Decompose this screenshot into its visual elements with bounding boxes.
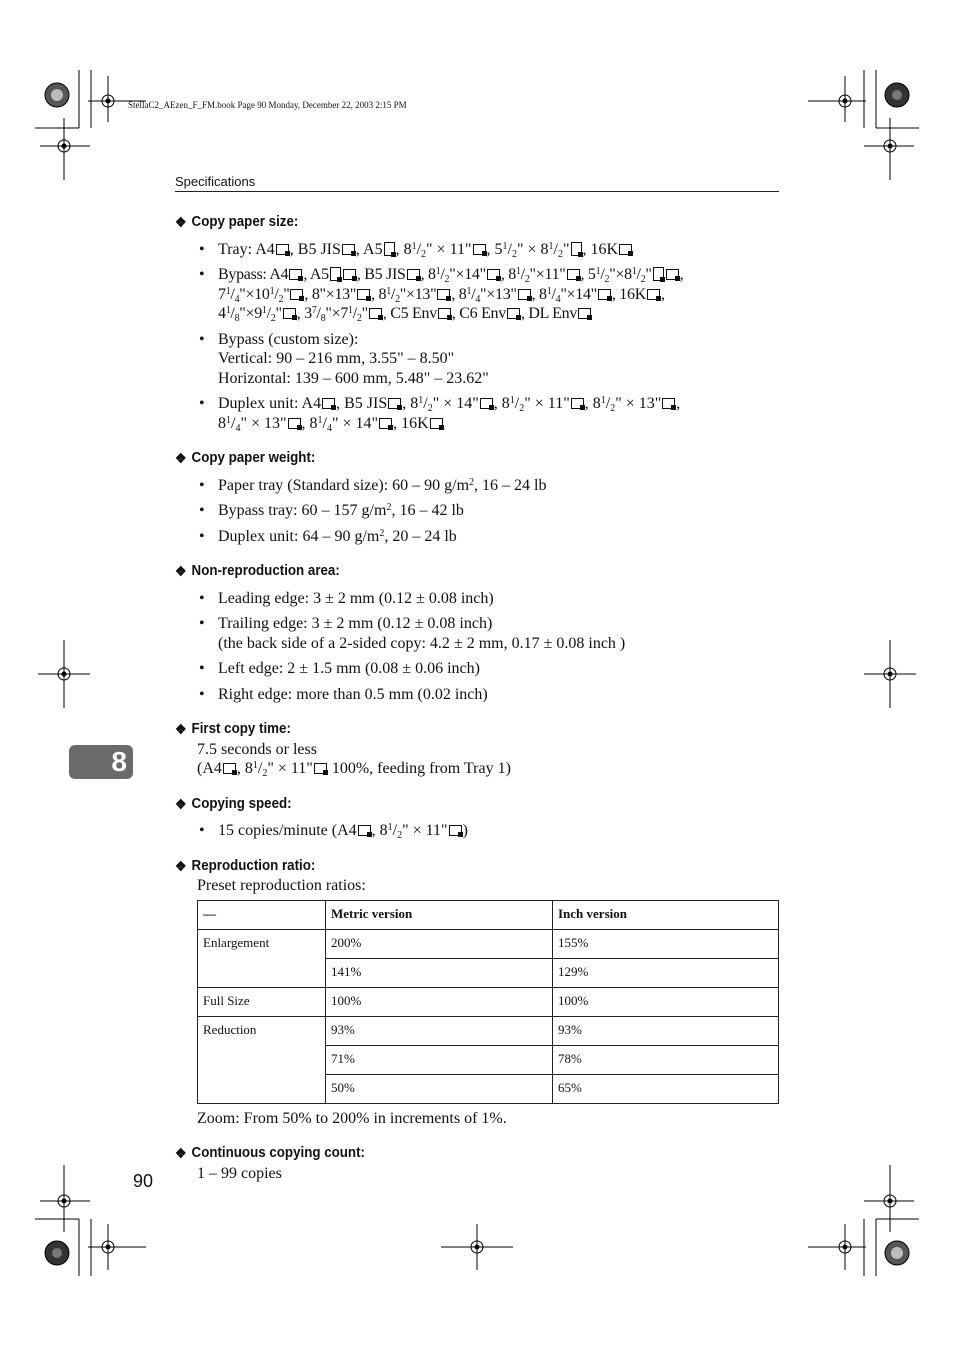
text: 4 [218,305,226,322]
paper-orientation-icon [283,308,296,319]
sub: 2 [604,274,610,285]
paper-orientation-icon [276,244,289,255]
section-copying-speed [175,795,779,841]
text: / [507,240,512,258]
sub: 4 [555,293,561,305]
paper-orientation-icon [507,308,520,319]
text: " [645,266,652,283]
section-heading [175,562,731,582]
sub: 2 [356,313,362,324]
text: Paper tray (Standard size): 60 – 90 g/m [218,476,470,494]
section-continuous-copying-count [175,1144,779,1183]
text: / [266,305,271,322]
text: / [230,285,235,303]
paper-orientation-icon [288,418,301,429]
paper-orientation-icon [567,269,580,280]
page-number: 90 [133,1171,154,1191]
section-heading [175,720,731,740]
paper-orientation-icon [289,269,302,280]
text: / [231,414,236,432]
text: Tray: A4 [218,240,275,258]
diamond-star-icon: ❖ [175,450,187,466]
text: , 8 [493,395,510,412]
diamond-star-icon: ❖ [175,795,187,812]
text: "×14" [449,266,486,283]
list-item [175,614,779,653]
paper-orientation-icon [343,269,356,280]
sup: 1 [317,414,323,426]
text: Bypass tray: 60 – 157 g/m [218,502,387,519]
text: , 8 [371,822,388,839]
paper-orientation-icon [430,418,443,429]
text: " × 14" [432,395,479,412]
sub: 2 [610,403,616,414]
text: , 16 – 24 lb [474,476,547,494]
book-file-meta: StellaC2_AEzen_F_FM.book Page 90 Monday, December 22, 2003 2:15 PM [128,100,407,110]
paper-orientation-icon [473,244,486,255]
sup: 1 [252,760,258,771]
sub: 2 [444,274,450,285]
text: " [361,305,368,322]
sub: 2 [397,830,403,841]
text: , DL Env [520,305,578,322]
table-cell: 93% [553,1016,779,1045]
text: " [283,285,290,303]
table-cell: Enlargement [198,929,326,987]
paper-orientation-icon [388,398,401,409]
sup: 1 [269,285,275,297]
section-copy-paper-size [175,213,779,433]
table-cell: Reduction [198,1016,326,1103]
text: , 3 [296,305,312,322]
sup: 1 [411,240,417,252]
text: , 8 [420,266,436,283]
text: "×11" [529,266,566,283]
table-row [198,1016,779,1045]
paper-orientation-icon [518,289,531,300]
section-non-reproduction-area [175,562,779,704]
text: , B5 JIS [289,240,341,258]
text: / [322,414,327,432]
chapter-tab: 8 [69,745,133,779]
text: , 8 [451,285,467,303]
sub: 2 [262,768,268,779]
column-header: Metric version [326,900,553,929]
heading-text: Reproduction ratio: [191,857,316,874]
paper-orientation-icon [653,267,664,281]
sup: 7 [311,305,317,316]
heading-text: First copy time: [191,721,291,737]
text: / [392,822,398,839]
list-item-bypass-custom [175,330,779,389]
diamond-star-icon: ❖ [175,857,187,874]
sub: 2 [427,403,433,414]
paper-orientation-icon [384,242,395,256]
sub: 4 [327,422,332,434]
text: , A5 [303,266,329,283]
sup: 1 [261,305,267,316]
text: / [274,285,279,303]
paper-orientation-icon [578,308,591,319]
text: , 8 [402,395,419,412]
text: "×13" [399,285,437,303]
text: "×14" [560,285,597,303]
paper-orientation-icon [571,242,582,256]
list-item-tray [175,240,779,260]
text: , [679,266,684,283]
list-item: • Left edge: 2 ± 1.5 mm (0.08 ± 0.06 inch) [175,659,779,679]
text: " × 11" [426,240,472,258]
sub: 4 [234,293,240,305]
text: Preset reproduction ratios: [197,877,366,894]
sub: 2 [640,274,646,285]
sup: 1 [631,266,637,277]
paper-orientation-icon [449,825,462,836]
paper-orientation-icon [357,289,370,300]
section-heading [175,795,731,815]
text: 7.5 seconds or less [197,740,317,758]
sub: 4 [235,422,241,434]
text: / [551,285,556,303]
text: / [316,305,321,322]
text: " × 13" [615,395,662,412]
paper-orientation-icon [666,269,679,280]
text: / [390,285,396,303]
text: , C5 Env [382,305,437,322]
text: , 16K [611,285,646,303]
paper-orientation-icon [438,308,451,319]
diamond-star-icon: ❖ [175,214,187,230]
text: Duplex unit: A4 [218,395,322,412]
table-cell: 100% [326,987,553,1016]
paper-orientation-icon [487,269,500,280]
sup: 1 [387,822,393,833]
sup: 1 [435,266,441,277]
table-row [198,929,779,958]
sup: 1 [600,395,606,406]
sup: 2 [469,476,475,488]
text: "×10 [239,285,270,303]
section-heading [175,213,731,233]
diamond-star-icon: ❖ [175,1145,187,1161]
sub: 2 [524,274,530,285]
text: Trailing edge: 3 ± 2 mm (0.12 ± 0.08 inch) [218,615,493,632]
text: / [352,305,357,322]
text: , 8 [236,760,253,777]
table-cell: 141% [326,958,553,987]
section-heading [175,1144,731,1164]
text: , 8 [500,266,516,283]
section-reproduction-ratio [175,857,779,1129]
list-item [175,501,779,521]
paper-orientation-icon [330,267,341,281]
paper-orientation-icon [223,763,236,774]
paper-orientation-icon [358,825,371,836]
text: , 8 [531,285,547,303]
sup: 1 [515,266,521,277]
section-heading [175,449,731,469]
text: 100%, feeding from Tray 1) [327,760,511,777]
diamond-star-icon: ❖ [175,563,187,579]
list-item: • Leading edge: 3 ± 2 mm (0.12 ± 0.08 inch) [175,589,779,609]
sup: 1 [226,414,231,426]
paper-orientation-icon [322,398,335,409]
sup: 1 [225,285,231,297]
sup: 1 [546,285,552,297]
paper-orientation-icon [662,398,675,409]
text: / [520,266,525,283]
list-item [175,476,779,496]
paper-orientation-icon [571,398,584,409]
heading-text: Continuous copying count: [191,1145,365,1161]
text: , 20 – 24 lb [384,527,457,545]
heading-text: Copying speed: [191,795,292,812]
text: , 8 [301,414,318,432]
text: / [416,240,422,258]
section-heading [175,857,731,877]
text: , 16K [582,240,619,258]
text: / [257,760,263,777]
running-head: Specifications [175,174,256,189]
column-header: Inch version [553,900,779,929]
sub: 2 [421,248,427,260]
text: , 8 [584,395,601,412]
text: , 8 [371,285,387,303]
heading-text: Copy paper size: [191,214,299,230]
sup: 1 [548,240,554,252]
table-row [198,987,779,1016]
table-cell: 200% [326,929,553,958]
table-cell: Full Size [198,987,326,1016]
table-cell: 129% [553,958,779,987]
sub: 2 [557,248,563,260]
sup: 1 [418,395,424,406]
list-item-duplex [175,394,779,433]
text: (the back side of a 2-sided copy: 4.2 ± 2 mm, 0.17 ± 0.08 inch ) [218,634,626,652]
text: "×8 [609,266,632,283]
text: " × 11" [524,395,570,412]
text: " [562,240,570,258]
sup: 1 [466,285,472,297]
text: / [600,266,605,283]
paper-orientation-icon [480,398,493,409]
sup: 1 [595,266,601,277]
text: " × 11" [402,822,448,839]
text: 7 [218,285,226,303]
list-item: • Right edge: more than 0.5 mm (0.02 inch) [175,685,779,705]
text: (A4 [197,760,222,777]
text: 8 [218,414,226,432]
sup: 1 [386,285,391,297]
text: / [440,266,445,283]
sub: 4 [475,293,481,305]
paper-orientation-icon [647,289,660,300]
table-cell: 65% [553,1074,779,1103]
sup: 1 [348,305,353,316]
heading-text: Non-reproduction area: [191,563,340,579]
text: 15 copies/minute (A4 [218,822,357,839]
text: , 8"×13" [304,285,357,303]
specifications-body [175,213,779,1183]
text: / [605,395,611,412]
text: , 8 [395,240,412,258]
table-cell: 50% [326,1074,553,1103]
text: Bypass: A4 [218,266,289,283]
text-line [175,759,779,779]
text: , C6 Env [451,305,506,322]
text: " × 13" [240,414,287,432]
section-copy-paper-weight [175,449,779,546]
sup: 1 [509,395,515,406]
sup: 1 [502,240,508,252]
paper-orientation-icon [369,308,382,319]
text: / [423,395,428,412]
text: Vertical: 90 – 216 mm, 3.55" – 8.50" [218,350,455,367]
paper-orientation-icon [379,418,392,429]
text: , 5 [486,240,503,258]
paper-orientation-icon [598,289,611,300]
column-header: — [198,900,326,929]
text: / [553,240,558,258]
paper-orientation-icon [407,269,420,280]
sup: 2 [379,527,385,539]
header-rule [175,191,779,192]
text: "×9 [239,305,262,322]
sub: 2 [395,293,400,305]
text: 1 – 99 copies [197,1164,282,1182]
text: / [230,305,235,322]
text: " × 11" [267,760,313,777]
table-cell: 71% [326,1045,553,1074]
text: , [660,285,665,303]
text: Horizontal: 139 – 600 mm, 5.48" – 23.62" [218,369,489,387]
table-header-row [198,900,779,929]
text: " [275,305,282,322]
sub: 2 [519,403,525,414]
reproduction-ratio-table [197,900,779,1104]
table-cell: 100% [553,987,779,1016]
paper-orientation-icon [437,289,450,300]
text: , [676,395,681,412]
list-item [175,821,779,841]
paper-orientation-icon [314,763,327,774]
paper-orientation-icon [342,244,355,255]
text: " × 8 [516,240,549,258]
text: Zoom: From 50% to 200% in increments of 1%. [197,1109,507,1127]
sub: 2 [511,248,517,260]
text: , 16K [393,414,429,432]
text: , 16 – 42 lb [391,502,464,519]
text: , A5 [355,240,383,258]
paper-orientation-icon [290,289,303,300]
table-cell: 78% [553,1045,779,1074]
sub: 2 [278,293,284,305]
text: "×13" [480,285,517,303]
text: , B5 JIS [356,266,406,283]
sup: 1 [225,305,231,316]
table-cell: 155% [553,929,779,958]
paper-orientation-icon [619,244,632,255]
text: Duplex unit: 64 – 90 g/m [218,527,380,545]
sub: 8 [320,313,326,324]
sub: 8 [234,313,240,324]
text: "×7 [325,305,349,322]
list-item-bypass [175,265,779,324]
section-first-copy-time [175,720,779,779]
text: / [636,266,641,283]
text: , B5 JIS [336,395,388,412]
text: Bypass (custom size): [218,330,359,348]
text: , 5 [580,266,596,283]
text: ) [462,822,468,839]
text: " × 14" [332,414,379,432]
text: / [471,285,476,303]
sup: 2 [386,502,392,513]
sub: 2 [270,313,276,324]
text: / [514,395,520,412]
list-item [175,527,779,547]
table-cell: 93% [326,1016,553,1045]
diamond-star-icon: ❖ [175,721,187,737]
heading-text: Copy paper weight: [191,450,316,466]
